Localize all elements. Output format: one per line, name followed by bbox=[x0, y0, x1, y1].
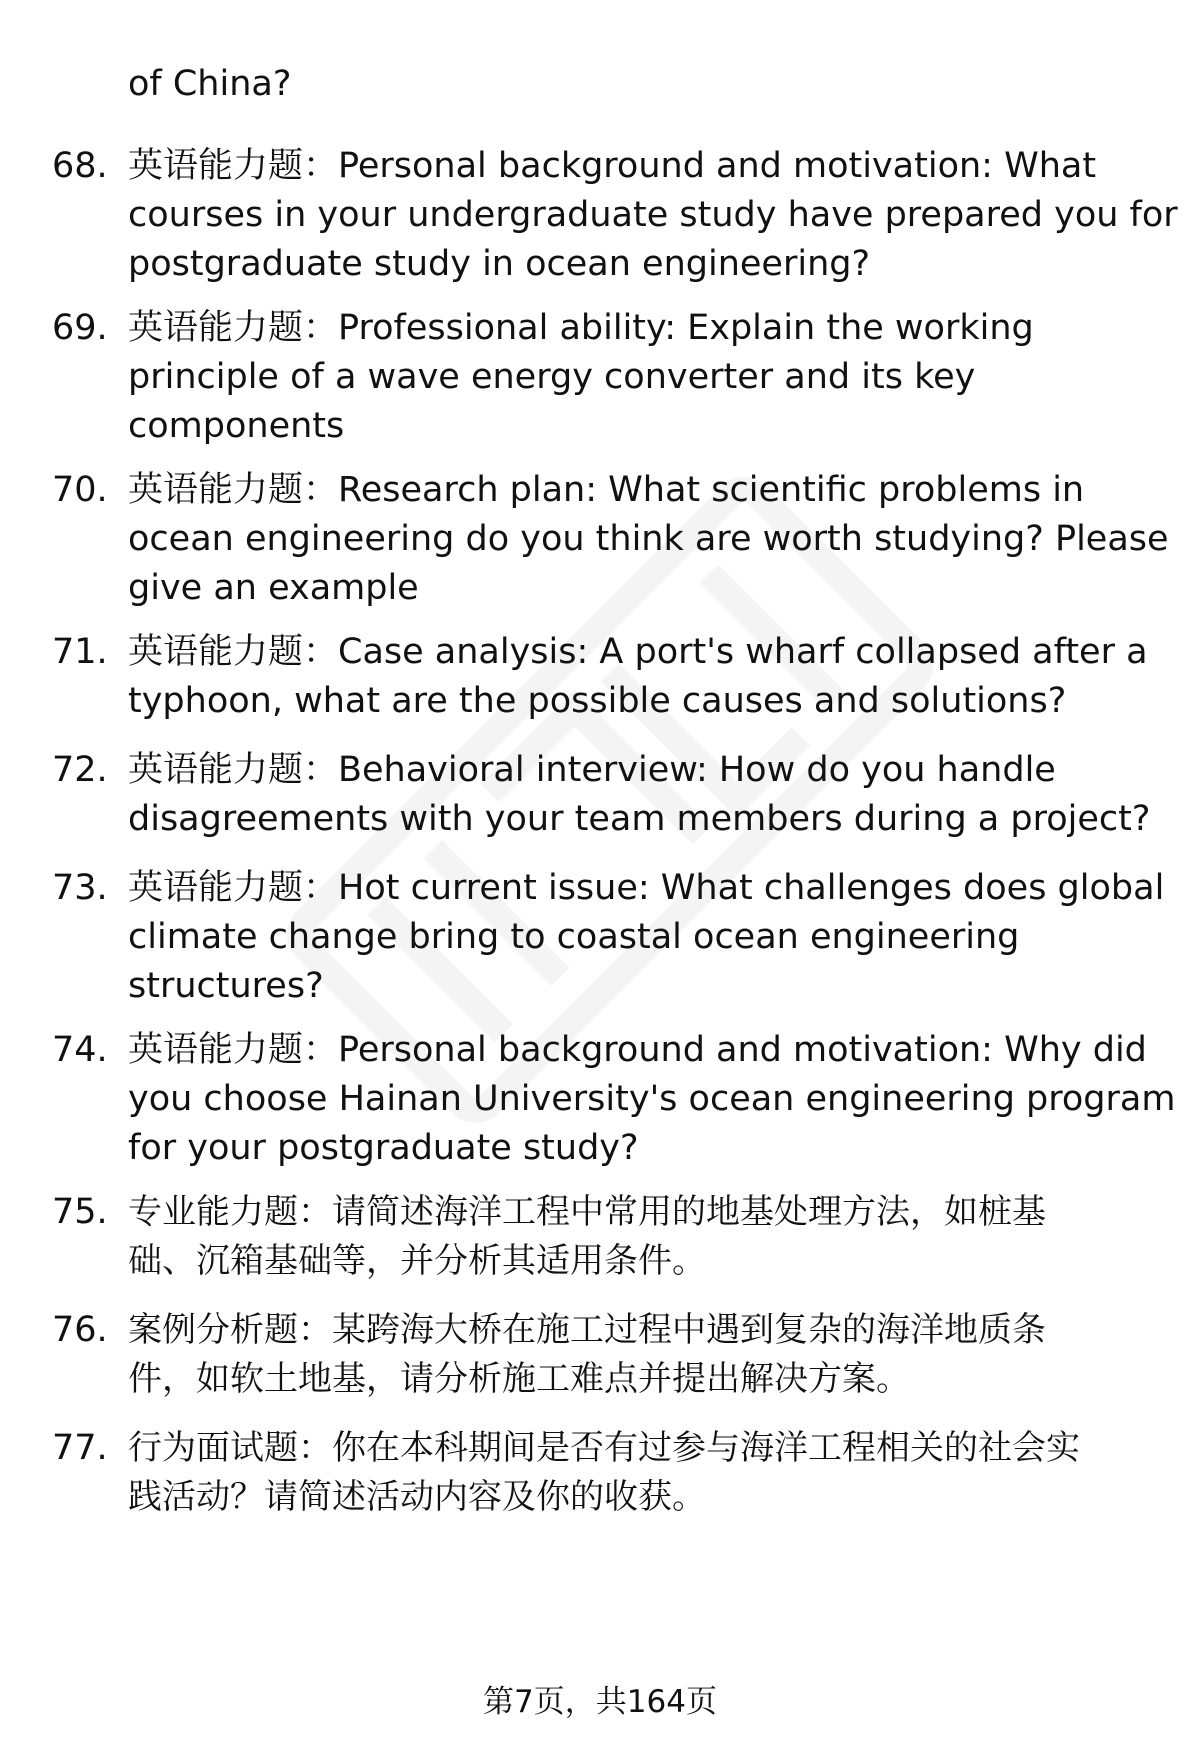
question-line: 础、沉箱基础等，并分析其适用条件。 bbox=[128, 1241, 706, 1281]
question-line: 英语能力题：Hot current issue: What challenges does global bbox=[128, 868, 1165, 908]
question-text bbox=[128, 1306, 1178, 1404]
question-line: 英语能力题：Case analysis: A port's wharf collapsed after a bbox=[128, 632, 1148, 672]
question-number: 75. bbox=[52, 1192, 108, 1232]
question-text bbox=[128, 466, 1178, 613]
question-text bbox=[128, 304, 1178, 451]
question-number: 70. bbox=[52, 470, 108, 510]
question-number: 68. bbox=[52, 146, 108, 186]
question-line: postgraduate study in ocean engineering? bbox=[128, 244, 871, 284]
question-line: components bbox=[128, 406, 345, 446]
question-number: 76. bbox=[52, 1310, 108, 1350]
question-number: 71. bbox=[52, 632, 108, 672]
page-footer: 第7页，共164页 bbox=[483, 1684, 717, 1720]
question-line: 践活动？请简述活动内容及你的收获。 bbox=[128, 1477, 706, 1517]
question-line: 案例分析题：某跨海大桥在施工过程中遇到复杂的海洋地质条 bbox=[128, 1310, 1046, 1350]
question-line: give an example bbox=[128, 568, 419, 608]
question-number: 69. bbox=[52, 308, 108, 348]
question-line: 英语能力题：Personal background and motivation: Why did bbox=[128, 1030, 1147, 1070]
question-number: 77. bbox=[52, 1428, 108, 1468]
question-line: climate change bring to coastal ocean engineering bbox=[128, 917, 1020, 957]
question-text bbox=[128, 628, 1178, 726]
question-line: 英语能力题：Professional ability: Explain the working bbox=[128, 308, 1034, 348]
question-line: 专业能力题：请简述海洋工程中常用的地基处理方法，如桩基 bbox=[128, 1192, 1046, 1232]
question-line: principle of a wave energy converter and its key bbox=[128, 357, 976, 397]
question-line: you choose Hainan University's ocean engineering program bbox=[128, 1079, 1176, 1119]
question-text bbox=[128, 1026, 1178, 1173]
question-line: for your postgraduate study? bbox=[128, 1128, 639, 1168]
question-number: 74. bbox=[52, 1030, 108, 1070]
question-continuation: of China? bbox=[128, 64, 292, 104]
question-number: 72. bbox=[52, 750, 108, 790]
question-text bbox=[128, 746, 1178, 844]
question-line: 件，如软土地基，请分析施工难点并提出解决方案。 bbox=[128, 1359, 910, 1399]
question-text bbox=[128, 864, 1178, 1011]
question-line: 英语能力题：Behavioral interview: How do you handle bbox=[128, 750, 1056, 790]
question-line: disagreements with your team members during a project? bbox=[128, 799, 1151, 839]
question-line: courses in your undergraduate study have prepared you for bbox=[128, 195, 1178, 235]
question-line: 英语能力题：Research plan: What scientific problems in bbox=[128, 470, 1085, 510]
question-text bbox=[128, 142, 1178, 289]
question-line: 英语能力题：Personal background and motivation: What bbox=[128, 146, 1097, 186]
question-line: 行为面试题：你在本科期间是否有过参与海洋工程相关的社会实 bbox=[128, 1428, 1080, 1468]
question-line: structures? bbox=[128, 966, 324, 1006]
question-text bbox=[128, 1188, 1178, 1286]
question-number: 73. bbox=[52, 868, 108, 908]
question-line: ocean engineering do you think are worth studying? Please bbox=[128, 519, 1169, 559]
question-text bbox=[128, 1424, 1178, 1522]
question-line: typhoon, what are the possible causes and solutions? bbox=[128, 681, 1067, 721]
